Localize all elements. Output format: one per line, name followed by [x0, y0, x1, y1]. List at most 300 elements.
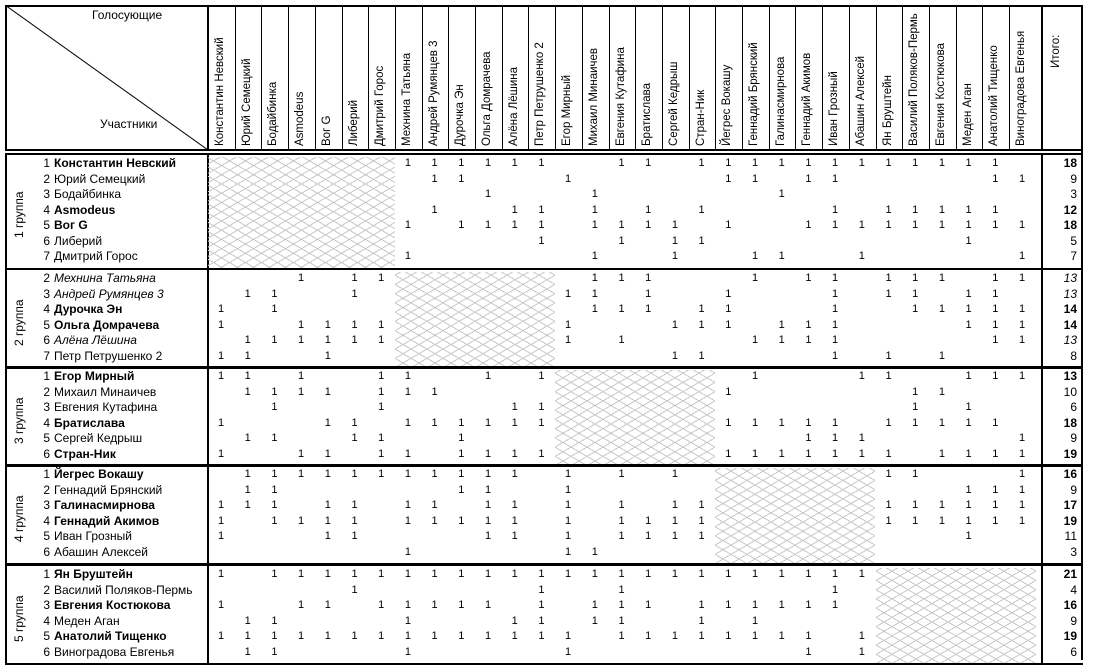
vote-mark: 1	[698, 630, 705, 642]
vote-mark: 1	[271, 568, 278, 580]
vote-mark: 1	[271, 334, 278, 346]
row-number: 2	[43, 482, 50, 497]
vote-mark: 1	[378, 272, 385, 284]
vote-mark: 1	[805, 432, 812, 444]
vote-mark: 1	[805, 172, 812, 185]
vote-mark: 1	[324, 514, 331, 527]
row-number: 5	[43, 218, 50, 232]
vote-mark: 1	[885, 219, 892, 231]
vote-mark: 1	[912, 385, 919, 398]
row-total: 13	[1063, 271, 1077, 285]
vote-mark: 1	[458, 432, 465, 444]
row-number: 5	[43, 317, 50, 332]
vote-mark: 1	[778, 599, 785, 611]
group-total-border	[1041, 464, 1043, 565]
vote-mark: 1	[324, 468, 331, 480]
row-number: 3	[43, 498, 50, 512]
vote-mark: 1	[938, 349, 945, 362]
vote-mark: 1	[671, 514, 678, 527]
vote-mark: 1	[271, 630, 278, 642]
participant-name: Виноградова Евгенья	[54, 644, 175, 659]
vote-mark: 1	[618, 568, 625, 580]
row-number: 5	[43, 529, 50, 543]
column-divider	[715, 5, 716, 150]
vote-mark: 1	[671, 219, 678, 231]
vote-mark: 1	[271, 287, 278, 300]
vote-mark: 1	[725, 219, 732, 231]
vote-mark: 1	[538, 234, 545, 247]
row-total: 14	[1063, 302, 1077, 316]
vote-mark: 1	[618, 234, 625, 247]
vote-mark: 1	[965, 234, 972, 247]
vote-mark: 1	[965, 514, 972, 527]
vote-mark: 1	[298, 447, 305, 460]
vote-mark: 1	[538, 583, 545, 596]
vote-mark: 1	[645, 219, 652, 231]
vote-mark: 1	[885, 447, 892, 460]
vote-mark: 1	[858, 447, 865, 460]
vote-mark: 1	[858, 630, 865, 642]
vote-mark: 1	[912, 303, 919, 315]
column-header: Василий Поляков-Пермь	[908, 13, 921, 146]
vote-mark: 1	[271, 432, 278, 444]
vote-mark: 1	[298, 514, 305, 527]
vote-mark: 1	[591, 203, 598, 216]
vote-mark: 1	[698, 349, 705, 362]
vote-mark: 1	[885, 370, 892, 382]
vote-mark: 1	[484, 370, 492, 382]
vote-mark: 1	[992, 499, 999, 511]
total-header: Итого:	[1050, 34, 1062, 68]
vote-mark: 1	[805, 599, 812, 611]
vote-mark: 1	[618, 599, 625, 611]
row-number: 3	[43, 400, 50, 414]
row-total: 12	[1063, 202, 1077, 217]
vote-mark: 1	[618, 530, 625, 542]
vote-mark: 1	[938, 203, 945, 216]
row-total: 9	[1070, 171, 1077, 186]
vote-mark: 1	[404, 416, 411, 429]
participant-name: Абашин Алексей	[54, 544, 149, 559]
vote-mark: 1	[217, 514, 225, 527]
vote-mark: 1	[725, 157, 732, 169]
row-total: 18	[1063, 156, 1077, 170]
vote-mark: 1	[404, 219, 411, 231]
row-total: 9	[1070, 613, 1077, 628]
vote-mark: 1	[511, 568, 518, 580]
vote-mark: 1	[832, 447, 839, 460]
participant-name: Вог G	[54, 218, 88, 232]
vote-mark: 1	[565, 334, 572, 346]
row-number: 3	[43, 598, 50, 612]
vote-mark: 1	[1018, 318, 1026, 331]
row-total: 19	[1063, 629, 1077, 643]
vote-mark: 1	[217, 499, 225, 511]
vote-mark: 1	[992, 172, 999, 185]
column-divider	[929, 5, 930, 150]
row-total: 3	[1070, 187, 1077, 201]
vote-mark: 1	[965, 401, 972, 413]
column-divider	[395, 5, 396, 150]
vote-mark: 1	[885, 349, 892, 362]
row-number: 5	[43, 629, 50, 643]
vote-mark: 1	[458, 468, 465, 480]
vote-mark: 1	[965, 203, 972, 216]
vote-mark: 1	[298, 630, 305, 642]
group-total-border	[1041, 153, 1043, 270]
vote-mark: 1	[404, 614, 411, 627]
vote-mark: 1	[1018, 432, 1026, 444]
vote-mark: 1	[484, 157, 492, 169]
vote-mark: 1	[404, 599, 411, 611]
group-label: 3 группа	[12, 396, 26, 444]
vote-mark: 1	[324, 499, 331, 511]
vote-mark: 1	[698, 157, 705, 169]
vote-mark: 1	[645, 203, 652, 216]
vote-mark: 1	[565, 630, 572, 642]
row-number: 4	[43, 613, 50, 628]
participant-name: Дурочка Эн	[54, 302, 123, 316]
vote-mark: 1	[538, 416, 545, 429]
vote-mark: 1	[565, 468, 572, 480]
column-header: Петр Петрушенко 2	[534, 42, 547, 146]
vote-mark: 1	[725, 385, 732, 398]
column-divider	[822, 5, 823, 150]
vote-mark: 1	[858, 370, 865, 382]
row-total: 8	[1070, 348, 1077, 363]
vote-mark: 1	[431, 630, 438, 642]
vote-mark: 1	[751, 334, 759, 346]
group-left-border	[5, 564, 7, 665]
vote-mark: 1	[458, 568, 465, 580]
vote-mark: 1	[591, 303, 598, 315]
vote-mark: 1	[725, 599, 732, 611]
vote-mark: 1	[511, 614, 518, 627]
vote-mark: 1	[431, 172, 438, 185]
vote-mark: 1	[298, 370, 305, 382]
participant-name: Алёна Лёшина	[54, 333, 137, 347]
vote-mark: 1	[351, 416, 358, 429]
vote-mark: 1	[271, 401, 278, 413]
row-number: 4	[43, 415, 50, 430]
participant-name: Йегрес Вокашу	[54, 467, 144, 481]
row-total: 13	[1063, 333, 1077, 347]
vote-mark: 1	[324, 530, 331, 542]
vote-mark: 1	[618, 303, 625, 315]
vote-mark: 1	[751, 250, 759, 262]
vote-mark: 1	[912, 287, 919, 300]
vote-mark: 1	[992, 203, 999, 216]
row-number: 1	[43, 156, 50, 170]
vote-mark: 1	[805, 630, 812, 642]
column-divider	[582, 5, 583, 150]
group-name-border	[207, 564, 209, 665]
vote-mark: 1	[484, 416, 492, 429]
row-number: 1	[43, 567, 50, 581]
vote-mark: 1	[351, 514, 358, 527]
row-total: 18	[1063, 218, 1077, 232]
vote-mark: 1	[912, 416, 919, 429]
vote-mark: 1	[378, 568, 385, 580]
vote-mark: 1	[538, 219, 545, 231]
vote-mark: 1	[832, 318, 839, 331]
row-total: 18	[1063, 415, 1077, 430]
vote-mark: 1	[645, 272, 652, 284]
vote-mark: 1	[725, 303, 732, 315]
vote-mark: 1	[458, 172, 465, 185]
vote-mark: 1	[298, 468, 305, 480]
vote-mark: 1	[992, 318, 999, 331]
group-top-border	[5, 464, 1083, 466]
vote-mark: 1	[1018, 514, 1026, 527]
column-divider	[662, 5, 663, 150]
column-header: Бодайбинка	[267, 81, 280, 146]
vote-mark: 1	[698, 303, 705, 315]
vote-mark: 1	[778, 416, 785, 429]
vote-mark: 1	[992, 219, 999, 231]
vote-mark: 1	[751, 447, 759, 460]
vote-mark: 1	[244, 370, 251, 382]
vote-mark: 1	[751, 630, 759, 642]
vote-mark: 1	[324, 447, 331, 460]
row-number: 4	[43, 202, 50, 217]
column-divider	[528, 5, 529, 150]
column-header: Абашин Алексей	[854, 55, 867, 146]
vote-mark: 1	[618, 583, 625, 596]
vote-mark: 1	[832, 349, 839, 362]
vote-mark: 1	[832, 599, 839, 611]
vote-mark: 1	[271, 483, 278, 496]
self-vote-hatch	[555, 370, 715, 465]
vote-mark: 1	[351, 334, 358, 346]
column-header: Дурочка Эн	[454, 84, 467, 146]
vote-mark: 1	[591, 287, 598, 300]
vote-mark: 1	[378, 401, 385, 413]
column-header: Евгения Кутафина	[614, 47, 627, 146]
row-total: 16	[1063, 598, 1077, 612]
group-left-border	[5, 464, 7, 565]
row-number: 2	[43, 384, 50, 399]
vote-mark: 1	[351, 630, 358, 642]
vote-mark: 1	[378, 630, 385, 642]
vote-mark: 1	[271, 499, 278, 511]
vote-mark: 1	[351, 432, 358, 444]
vote-mark: 1	[992, 514, 999, 527]
group-left-border	[5, 268, 7, 369]
vote-mark: 1	[832, 157, 839, 169]
row-total: 10	[1063, 384, 1077, 399]
vote-mark: 1	[565, 530, 572, 542]
row-number: 2	[43, 271, 50, 285]
vote-mark: 1	[298, 599, 305, 611]
vote-mark: 1	[725, 287, 732, 300]
vote-mark: 1	[885, 272, 892, 284]
participant-name: Евгения Костюкова	[54, 598, 171, 612]
column-header: Юрий Семецкий	[240, 58, 253, 146]
vote-mark: 1	[244, 630, 251, 642]
row-total: 19	[1063, 446, 1077, 461]
vote-mark: 1	[324, 334, 331, 346]
row-number: 6	[43, 233, 50, 248]
row-total: 14	[1063, 317, 1077, 332]
column-header: Вог G	[320, 115, 333, 146]
participant-name: Егор Мирный	[54, 369, 135, 383]
vote-mark: 1	[938, 447, 945, 460]
group-left-border	[5, 153, 7, 270]
vote-mark: 1	[938, 219, 945, 231]
vote-mark: 1	[511, 514, 518, 527]
vote-mark: 1	[404, 468, 411, 480]
vote-mark: 1	[671, 318, 678, 331]
vote-mark: 1	[725, 630, 732, 642]
column-divider	[876, 5, 877, 150]
vote-mark: 1	[645, 530, 652, 542]
vote-mark: 1	[431, 203, 438, 216]
vote-mark: 1	[832, 568, 839, 580]
row-total: 3	[1070, 544, 1077, 559]
column-divider	[742, 5, 743, 150]
column-divider	[609, 5, 610, 150]
vote-mark: 1	[565, 499, 572, 511]
vote-mark: 1	[992, 370, 999, 382]
vote-mark: 1	[618, 514, 625, 527]
vote-mark: 1	[1018, 483, 1026, 496]
vote-mark: 1	[698, 514, 705, 527]
vote-mark: 1	[351, 287, 358, 300]
column-divider	[1009, 5, 1010, 150]
row-total: 7	[1070, 249, 1077, 263]
vote-mark: 1	[645, 303, 652, 315]
vote-mark: 1	[858, 157, 865, 169]
vote-mark: 1	[885, 157, 892, 169]
column-header: Мехнина Татьяна	[400, 52, 413, 146]
vote-mark: 1	[378, 447, 385, 460]
vote-mark: 1	[912, 514, 919, 527]
vote-mark: 1	[751, 416, 759, 429]
vote-mark: 1	[938, 157, 945, 169]
participant-name: Стран-Ник	[54, 446, 116, 461]
vote-mark: 1	[645, 630, 652, 642]
vote-mark: 1	[458, 483, 465, 496]
vote-mark: 1	[404, 447, 411, 460]
right-border	[1081, 5, 1083, 660]
vote-mark: 1	[591, 568, 598, 580]
vote-mark: 1	[271, 614, 278, 627]
vote-mark: 1	[324, 318, 331, 331]
vote-mark: 1	[725, 172, 732, 185]
vote-mark: 1	[511, 447, 518, 460]
participant-name: Либерий	[54, 233, 103, 248]
column-header: Братислава	[641, 82, 654, 146]
participant-name: Ян Бруштейн	[54, 567, 133, 581]
column-divider	[342, 5, 343, 150]
vote-mark: 1	[645, 514, 652, 527]
vote-mark: 1	[271, 645, 278, 658]
vote-mark: 1	[698, 318, 705, 331]
vote-mark: 1	[618, 157, 625, 169]
vote-mark: 1	[298, 385, 305, 398]
participant-name: Бодайбинка	[54, 187, 122, 201]
vote-mark: 1	[885, 203, 892, 216]
vote-mark: 1	[591, 188, 598, 200]
vote-mark: 1	[751, 157, 759, 169]
participant-name: Дмитрий Горос	[54, 249, 138, 263]
vote-mark: 1	[511, 416, 518, 429]
row-number: 4	[43, 513, 50, 528]
vote-mark: 1	[431, 468, 438, 480]
vote-mark: 1	[912, 468, 919, 480]
vote-mark: 1	[217, 416, 225, 429]
vote-mark: 1	[965, 416, 972, 429]
column-divider	[448, 5, 449, 150]
row-number: 6	[43, 333, 50, 347]
vote-mark: 1	[938, 385, 945, 398]
vote-mark: 1	[404, 385, 411, 398]
vote-mark: 1	[324, 568, 331, 580]
vote-mark: 1	[805, 334, 812, 346]
vote-mark: 1	[484, 530, 492, 542]
vote-mark: 1	[217, 599, 225, 611]
vote-mark: 1	[778, 568, 785, 580]
vote-mark: 1	[778, 250, 785, 262]
column-header: Алёна Лёшина	[507, 66, 520, 146]
row-number: 3	[43, 286, 50, 301]
participant-name: Братислава	[54, 415, 125, 430]
column-header: Либерий	[347, 99, 360, 146]
vote-mark: 1	[565, 287, 572, 300]
row-total: 4	[1070, 582, 1077, 597]
vote-mark: 1	[351, 272, 358, 284]
row-number: 6	[43, 644, 50, 659]
vote-mark: 1	[992, 157, 999, 169]
row-number: 1	[43, 369, 50, 383]
group-name-border	[207, 366, 209, 467]
row-total: 17	[1063, 498, 1077, 512]
vote-mark: 1	[217, 630, 225, 642]
vote-mark: 1	[992, 447, 999, 460]
participant-name: Мехнина Татьяна	[54, 271, 156, 285]
vote-mark: 1	[805, 416, 812, 429]
row-number: 5	[43, 431, 50, 445]
vote-mark: 1	[671, 250, 678, 262]
participant-name: Василий Поляков-Пермь	[54, 582, 193, 597]
vote-mark: 1	[431, 514, 438, 527]
vote-mark: 1	[244, 349, 251, 362]
vote-mark: 1	[565, 514, 572, 527]
vote-mark: 1	[671, 468, 678, 480]
group-total-border	[1041, 268, 1043, 369]
column-header: Егор Мирный	[561, 74, 574, 146]
vote-mark: 1	[671, 499, 678, 511]
row-number: 7	[43, 348, 50, 363]
vote-mark: 1	[805, 645, 812, 658]
vote-mark: 1	[511, 401, 518, 413]
vote-mark: 1	[351, 468, 358, 480]
vote-mark: 1	[832, 219, 839, 231]
participant-name: Геннадий Брянский	[54, 482, 163, 497]
column-divider	[956, 5, 957, 150]
group-name-border	[207, 464, 209, 565]
column-header: Дмитрий Горос	[374, 65, 387, 146]
row-total: 6	[1070, 400, 1077, 414]
vote-mark: 1	[217, 447, 225, 460]
vote-mark: 1	[244, 385, 251, 398]
vote-mark: 1	[404, 499, 411, 511]
row-total: 21	[1063, 567, 1077, 581]
vote-mark: 1	[992, 303, 999, 315]
vote-mark: 1	[458, 416, 465, 429]
column-header: Галинасмирнова	[774, 56, 787, 146]
